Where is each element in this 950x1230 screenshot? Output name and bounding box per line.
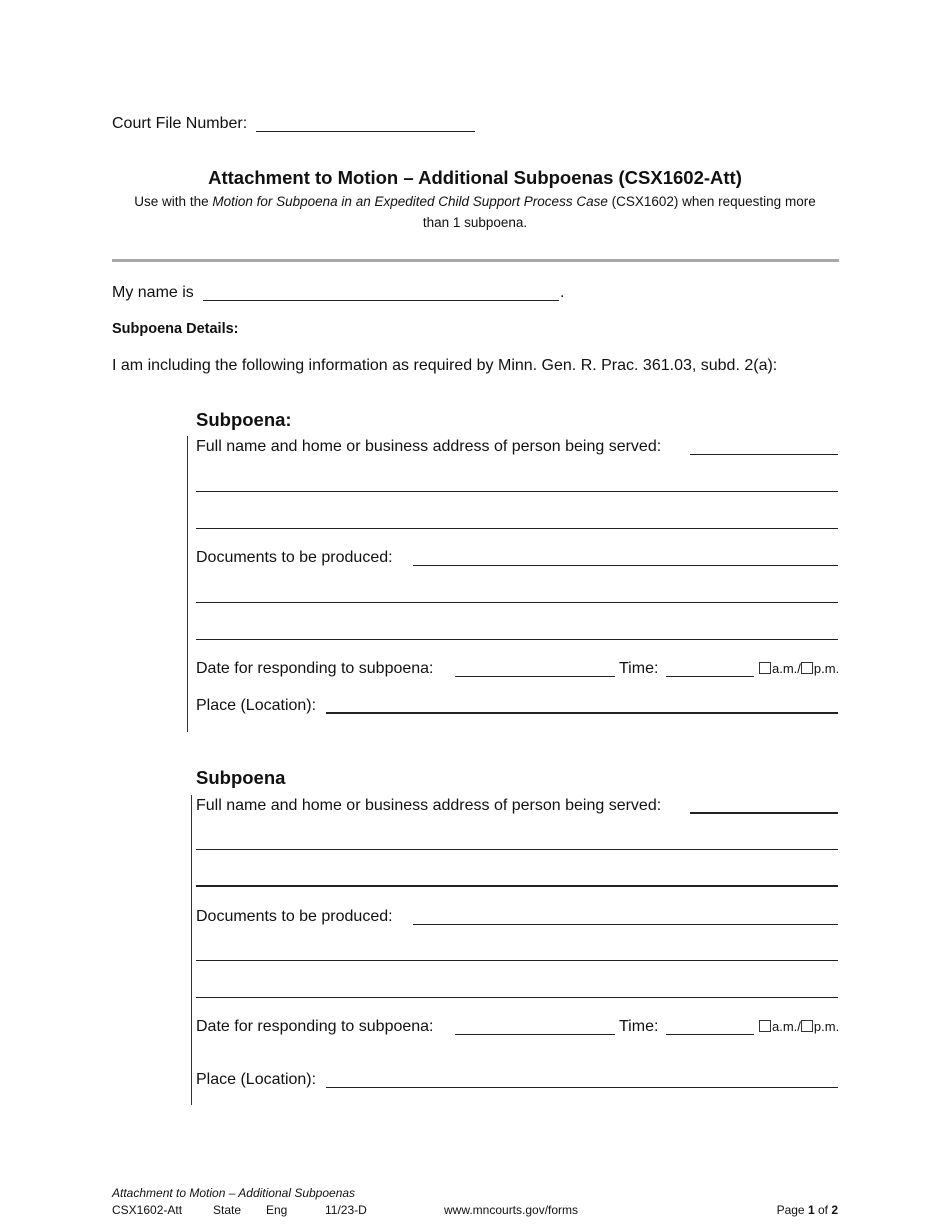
subpoena-2-served-line-3[interactable] (196, 885, 838, 887)
subpoena-1-am-checkbox[interactable] (759, 662, 771, 674)
footer-form-code: CSX1602-Att (112, 1203, 183, 1217)
court-file-label: Court File Number: (112, 115, 248, 132)
subpoena-1-date-input[interactable] (455, 676, 615, 677)
header-divider (112, 259, 839, 262)
subpoena-1-place-input[interactable] (326, 712, 838, 714)
court-file-input[interactable] (256, 131, 475, 132)
subpoena-2-place-input[interactable] (326, 1087, 838, 1088)
form-title: Attachment to Motion – Additional Subpoenas (CSX1602-Att) (208, 167, 742, 188)
subpoena-2-time-input[interactable] (666, 1034, 754, 1035)
details-heading: Subpoena Details: (112, 321, 239, 337)
name-period: . (560, 284, 565, 301)
footer-page-number (777, 1203, 838, 1218)
subpoena-1-documents-line-2[interactable] (196, 602, 838, 603)
subpoena-2-pm-label: p.m. (813, 1019, 840, 1034)
footer-jurisdiction: State (213, 1203, 242, 1217)
subpoena-1-served-input[interactable] (690, 454, 838, 455)
subpoena-1-time-label: Time: (619, 660, 659, 677)
subpoena-1-border (187, 436, 188, 732)
page-of: of (814, 1203, 832, 1217)
subpoena-2-documents-line-3[interactable] (196, 997, 838, 998)
subpoena-2-documents-input[interactable] (413, 924, 838, 925)
subtitle-italic: Motion for Subpoena in an Expedited Child Support Process Case (212, 194, 608, 209)
subpoena-1-date-label: Date for responding to subpoena: (196, 660, 434, 677)
subpoena-2-place-label: Place (Location): (196, 1071, 317, 1088)
subpoena-1-served-label: Full name and home or business address of person being served: (196, 438, 662, 455)
subpoena-2-am-checkbox[interactable] (759, 1020, 771, 1032)
subpoena-1-ampm (759, 661, 839, 677)
name-label: My name is (112, 284, 194, 301)
subtitle-prefix: Use with the (134, 194, 213, 209)
page-total: 2 (831, 1203, 838, 1217)
subpoena-1-pm-label: p.m. (813, 661, 840, 676)
subpoena-1-heading: Subpoena: (196, 409, 292, 430)
subpoena-1-documents-input[interactable] (413, 565, 838, 566)
subpoena-2-am-label: a.m./ (772, 1019, 801, 1034)
subpoena-1-documents-label: Documents to be produced: (196, 549, 393, 566)
name-input[interactable] (203, 300, 559, 301)
subtitle-suffix: (CSX1602) when requesting more (607, 194, 816, 209)
footer-form-title: Attachment to Motion – Additional Subpoenas (112, 1186, 356, 1200)
footer-revision: 11/23-D (325, 1203, 367, 1217)
footer-language: Eng (266, 1203, 288, 1217)
subpoena-2-pm-checkbox[interactable] (801, 1020, 813, 1032)
subpoena-1-place-label: Place (Location): (196, 697, 317, 714)
page-prefix: Page (776, 1203, 808, 1217)
subpoena-1-pm-checkbox[interactable] (801, 662, 813, 674)
subpoena-2-border (191, 795, 192, 1105)
subpoena-2-documents-line-2[interactable] (196, 960, 838, 961)
subpoena-2-served-label: Full name and home or business address of person being served: (196, 797, 662, 814)
subpoena-2-served-input[interactable] (690, 812, 838, 814)
subpoena-1-documents-line-3[interactable] (196, 639, 838, 640)
footer-website[interactable]: www.mncourts.gov/forms (444, 1203, 579, 1217)
page-current: 1 (807, 1203, 815, 1217)
subpoena-2-ampm (759, 1019, 839, 1035)
subpoena-2-date-input[interactable] (455, 1034, 615, 1035)
subpoena-1-served-line-2[interactable] (196, 491, 838, 492)
subtitle-line2: than 1 subpoena. (422, 215, 528, 230)
subpoena-2-documents-label: Documents to be produced: (196, 908, 393, 925)
subpoena-1-time-input[interactable] (666, 676, 754, 677)
form-subtitle (100, 193, 850, 211)
subpoena-2-time-label: Time: (619, 1018, 659, 1035)
subpoena-2-heading: Subpoena (196, 767, 286, 788)
subpoena-1-served-line-3[interactable] (196, 528, 838, 529)
info-line: I am including the following information as required by Minn. Gen. R. Prac. 361.03, subd. 2(a): (112, 357, 778, 374)
subpoena-2-served-line-2[interactable] (196, 849, 838, 850)
subpoena-1-am-label: a.m./ (772, 661, 801, 676)
subpoena-2-date-label: Date for responding to subpoena: (196, 1018, 434, 1035)
